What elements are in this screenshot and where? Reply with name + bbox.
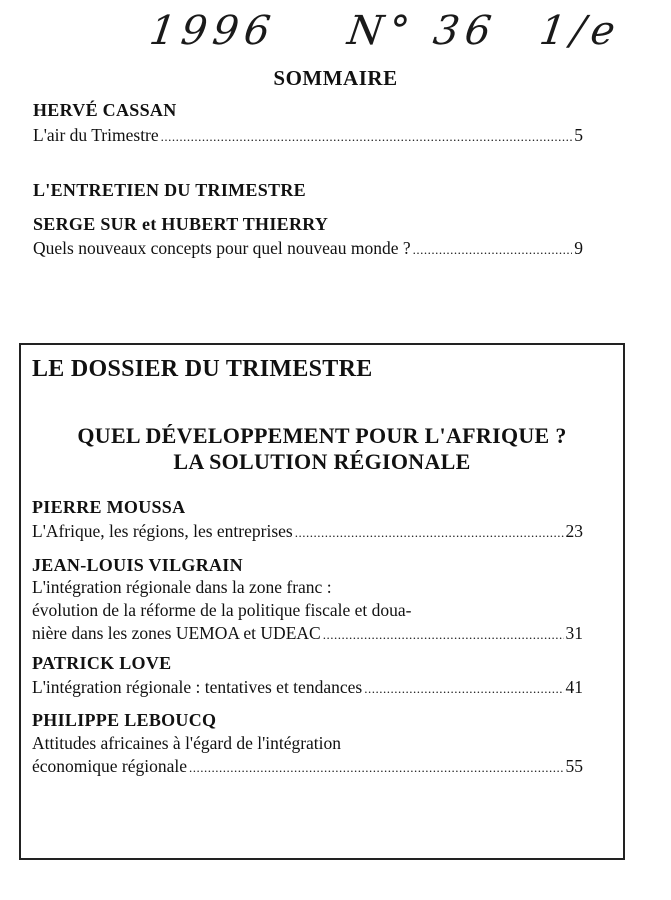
- article-title: économique régionale: [32, 756, 188, 776]
- entretien-author: SERGE SUR et HUBERT THIERRY: [33, 214, 329, 234]
- leader-dots: [189, 756, 563, 777]
- article-title-line: Attitudes africaines à l'égard de l'intégration: [32, 733, 342, 753]
- article-page: 31: [565, 623, 583, 643]
- leader-dots: [161, 125, 573, 146]
- leader-dots: [295, 521, 564, 542]
- article-page: 23: [565, 521, 583, 541]
- article-entry[interactable]: [32, 623, 583, 644]
- article-entry[interactable]: [32, 756, 583, 777]
- article-title: L'Afrique, les régions, les entreprises: [32, 521, 293, 541]
- page-title: SOMMAIRE: [273, 66, 398, 90]
- handwritten-year: 1996: [146, 8, 280, 54]
- article-page: 41: [565, 677, 583, 697]
- article-author: PHILIPPE LEBOUCQ: [32, 710, 217, 730]
- article-author: JEAN-LOUIS VILGRAIN: [32, 555, 243, 575]
- article-title: L'intégration régionale : tentatives et tendances: [32, 677, 363, 697]
- handwritten-volume: 1/e: [536, 8, 624, 54]
- article-entry[interactable]: [32, 677, 583, 698]
- intro-title: L'air du Trimestre: [33, 125, 159, 145]
- article-page: 55: [565, 756, 583, 776]
- dossier-heading: LE DOSSIER DU TRIMESTRE: [32, 356, 373, 382]
- entretien-page: 9: [574, 238, 583, 258]
- entretien-entry[interactable]: [33, 238, 583, 259]
- article-entry[interactable]: [32, 521, 583, 542]
- dossier-subtitle-1: QUEL DÉVELOPPEMENT POUR L'AFRIQUE ?: [77, 423, 567, 448]
- article-author: PATRICK LOVE: [32, 653, 172, 673]
- entretien-heading: L'ENTRETIEN DU TRIMESTRE: [33, 180, 306, 200]
- dossier-subtitle-2: LA SOLUTION RÉGIONALE: [173, 449, 471, 474]
- leader-dots: [323, 623, 564, 644]
- intro-entry[interactable]: [33, 125, 583, 146]
- intro-author: HERVÉ CASSAN: [33, 100, 177, 120]
- intro-page: 5: [574, 125, 583, 145]
- entretien-title: Quels nouveaux concepts pour quel nouveau monde ?: [33, 238, 411, 258]
- handwritten-number: N° 36: [344, 8, 500, 54]
- leader-dots: [413, 238, 573, 259]
- article-title: nière dans les zones UEMOA et UDEAC: [32, 623, 321, 643]
- article-title-line: L'intégration régionale dans la zone franc :: [32, 577, 332, 597]
- leader-dots: [364, 677, 563, 698]
- article-author: PIERRE MOUSSA: [32, 497, 186, 517]
- article-title-line: évolution de la réforme de la politique fiscale et doua-: [32, 600, 412, 620]
